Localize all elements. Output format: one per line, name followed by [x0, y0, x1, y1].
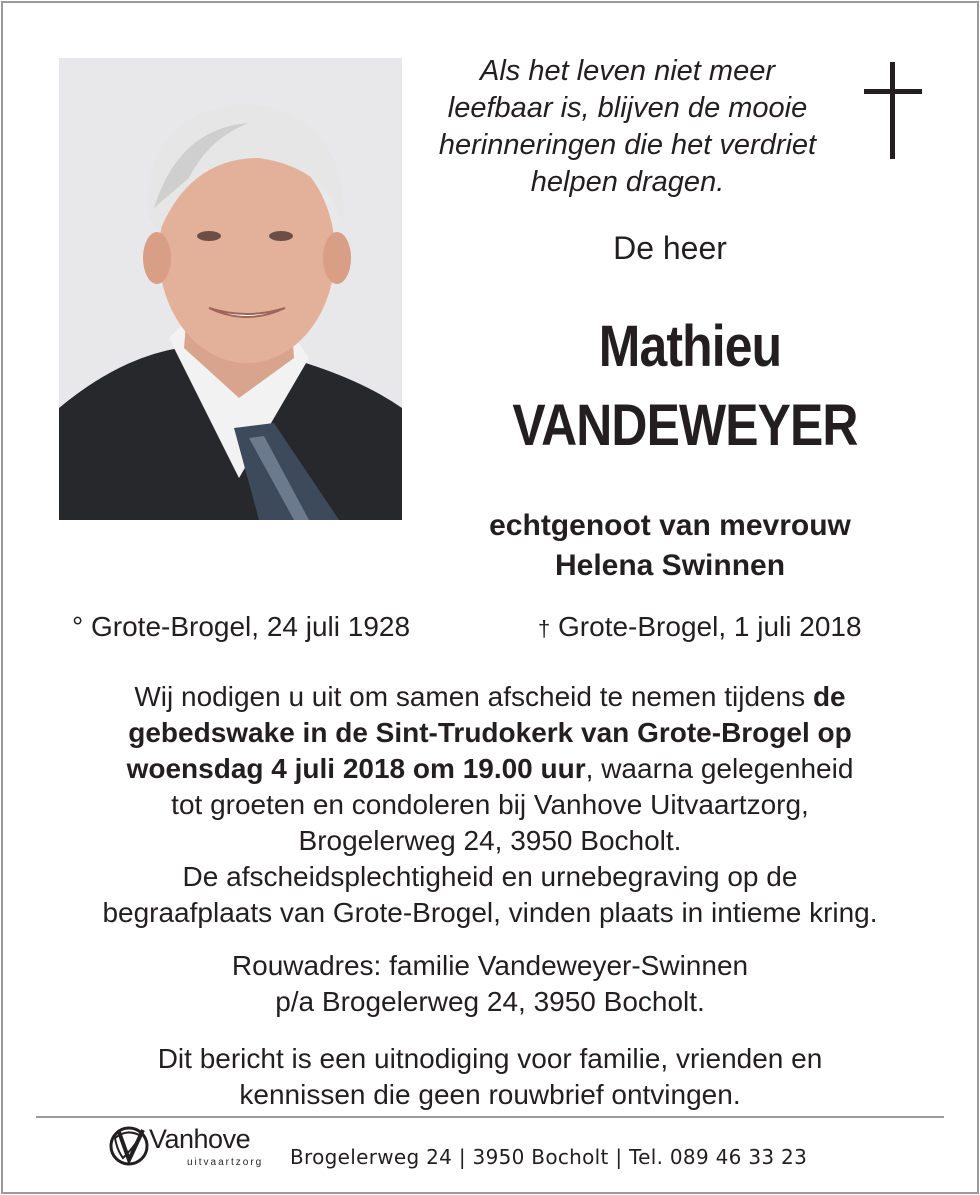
invitation-line-4: tot groeten en condoleren bij Vanhove Uitvaartzorg,: [171, 789, 809, 820]
logo-name: Vanhove: [149, 1124, 251, 1154]
death-info: [538, 611, 862, 643]
invitation-line-3-bold: woensdag 4 juli 2018 om 19.00 uur: [126, 753, 586, 784]
invitation-line-6: De afscheidsplechtigheid en urnebegraving op de: [182, 861, 798, 892]
birth-symbol: °: [72, 611, 84, 642]
mourning-address: [140, 948, 840, 1020]
birth-info: [72, 611, 410, 643]
invitation-line-1: [40, 679, 940, 715]
death-date: Grote-Brogel, 1 juli 2018: [558, 611, 862, 642]
invitation-line-2: [40, 715, 940, 751]
spouse-name: Helena Swinnen: [554, 549, 786, 582]
invitation-line-2-bold: gebedswake in de Sint-Trudokerk van Grote-Brogel op: [128, 717, 852, 748]
logo-subtitle: uitvaartzorg: [187, 1157, 264, 1168]
honorific: De heer: [613, 230, 727, 266]
invitation-line-7: begraafplaats van Grote-Brogel, vinden plaats in intieme kring.: [102, 897, 878, 928]
spouse-info: [420, 506, 920, 586]
notice-line-2: kennissen die geen rouwbrief ontvingen.: [239, 1079, 741, 1110]
quote-line-1: Als het leven niet meer: [480, 55, 775, 87]
cross-icon: [864, 62, 922, 159]
portrait-photo: [59, 58, 402, 520]
quote-line-2: leefbaar is, blijven de mooie: [447, 92, 808, 124]
address-line-2: p/a Brogelerweg 24, 3950 Bocholt.: [275, 986, 705, 1017]
last-name: VANDEWEYER: [512, 393, 858, 458]
notice-line-1: Dit bericht is een uitnodiging voor familie, vrienden en: [157, 1043, 823, 1074]
vanhove-logo: [107, 1122, 277, 1172]
address-line-1: Rouwadres: familie Vandeweyer-Swinnen: [231, 950, 749, 981]
footer-contact: Brogelerweg 24 | 3950 Bocholt | Tel. 089 46 33 23: [290, 1145, 808, 1169]
spouse-line-1: echtgenoot van mevrouw: [489, 509, 851, 542]
quote-line-4: helpen dragen.: [530, 166, 725, 198]
invitation-line-1-bold: de: [812, 681, 846, 712]
dagger-icon: †: [538, 616, 551, 641]
footer-divider: [36, 1116, 944, 1118]
invitation-text: [40, 679, 940, 931]
invitation-line-5: Brogelerweg 24, 3950 Bocholt.: [298, 825, 682, 856]
vanhove-emblem-icon: [107, 1122, 151, 1170]
memorial-quote: [405, 53, 850, 201]
invitation-line-3-normal: , waarna gelegenheid: [585, 753, 854, 784]
invitation-line-1-normal: Wij nodigen u uit om samen afscheid te nemen tijdens: [134, 681, 813, 712]
invitation-line-3: [40, 751, 940, 787]
notice-text: [90, 1041, 890, 1113]
birth-date: Grote-Brogel, 24 juli 1928: [90, 611, 411, 642]
quote-line-3: herinneringen die het verdriet: [438, 129, 817, 161]
first-name: Mathieu: [598, 314, 782, 379]
